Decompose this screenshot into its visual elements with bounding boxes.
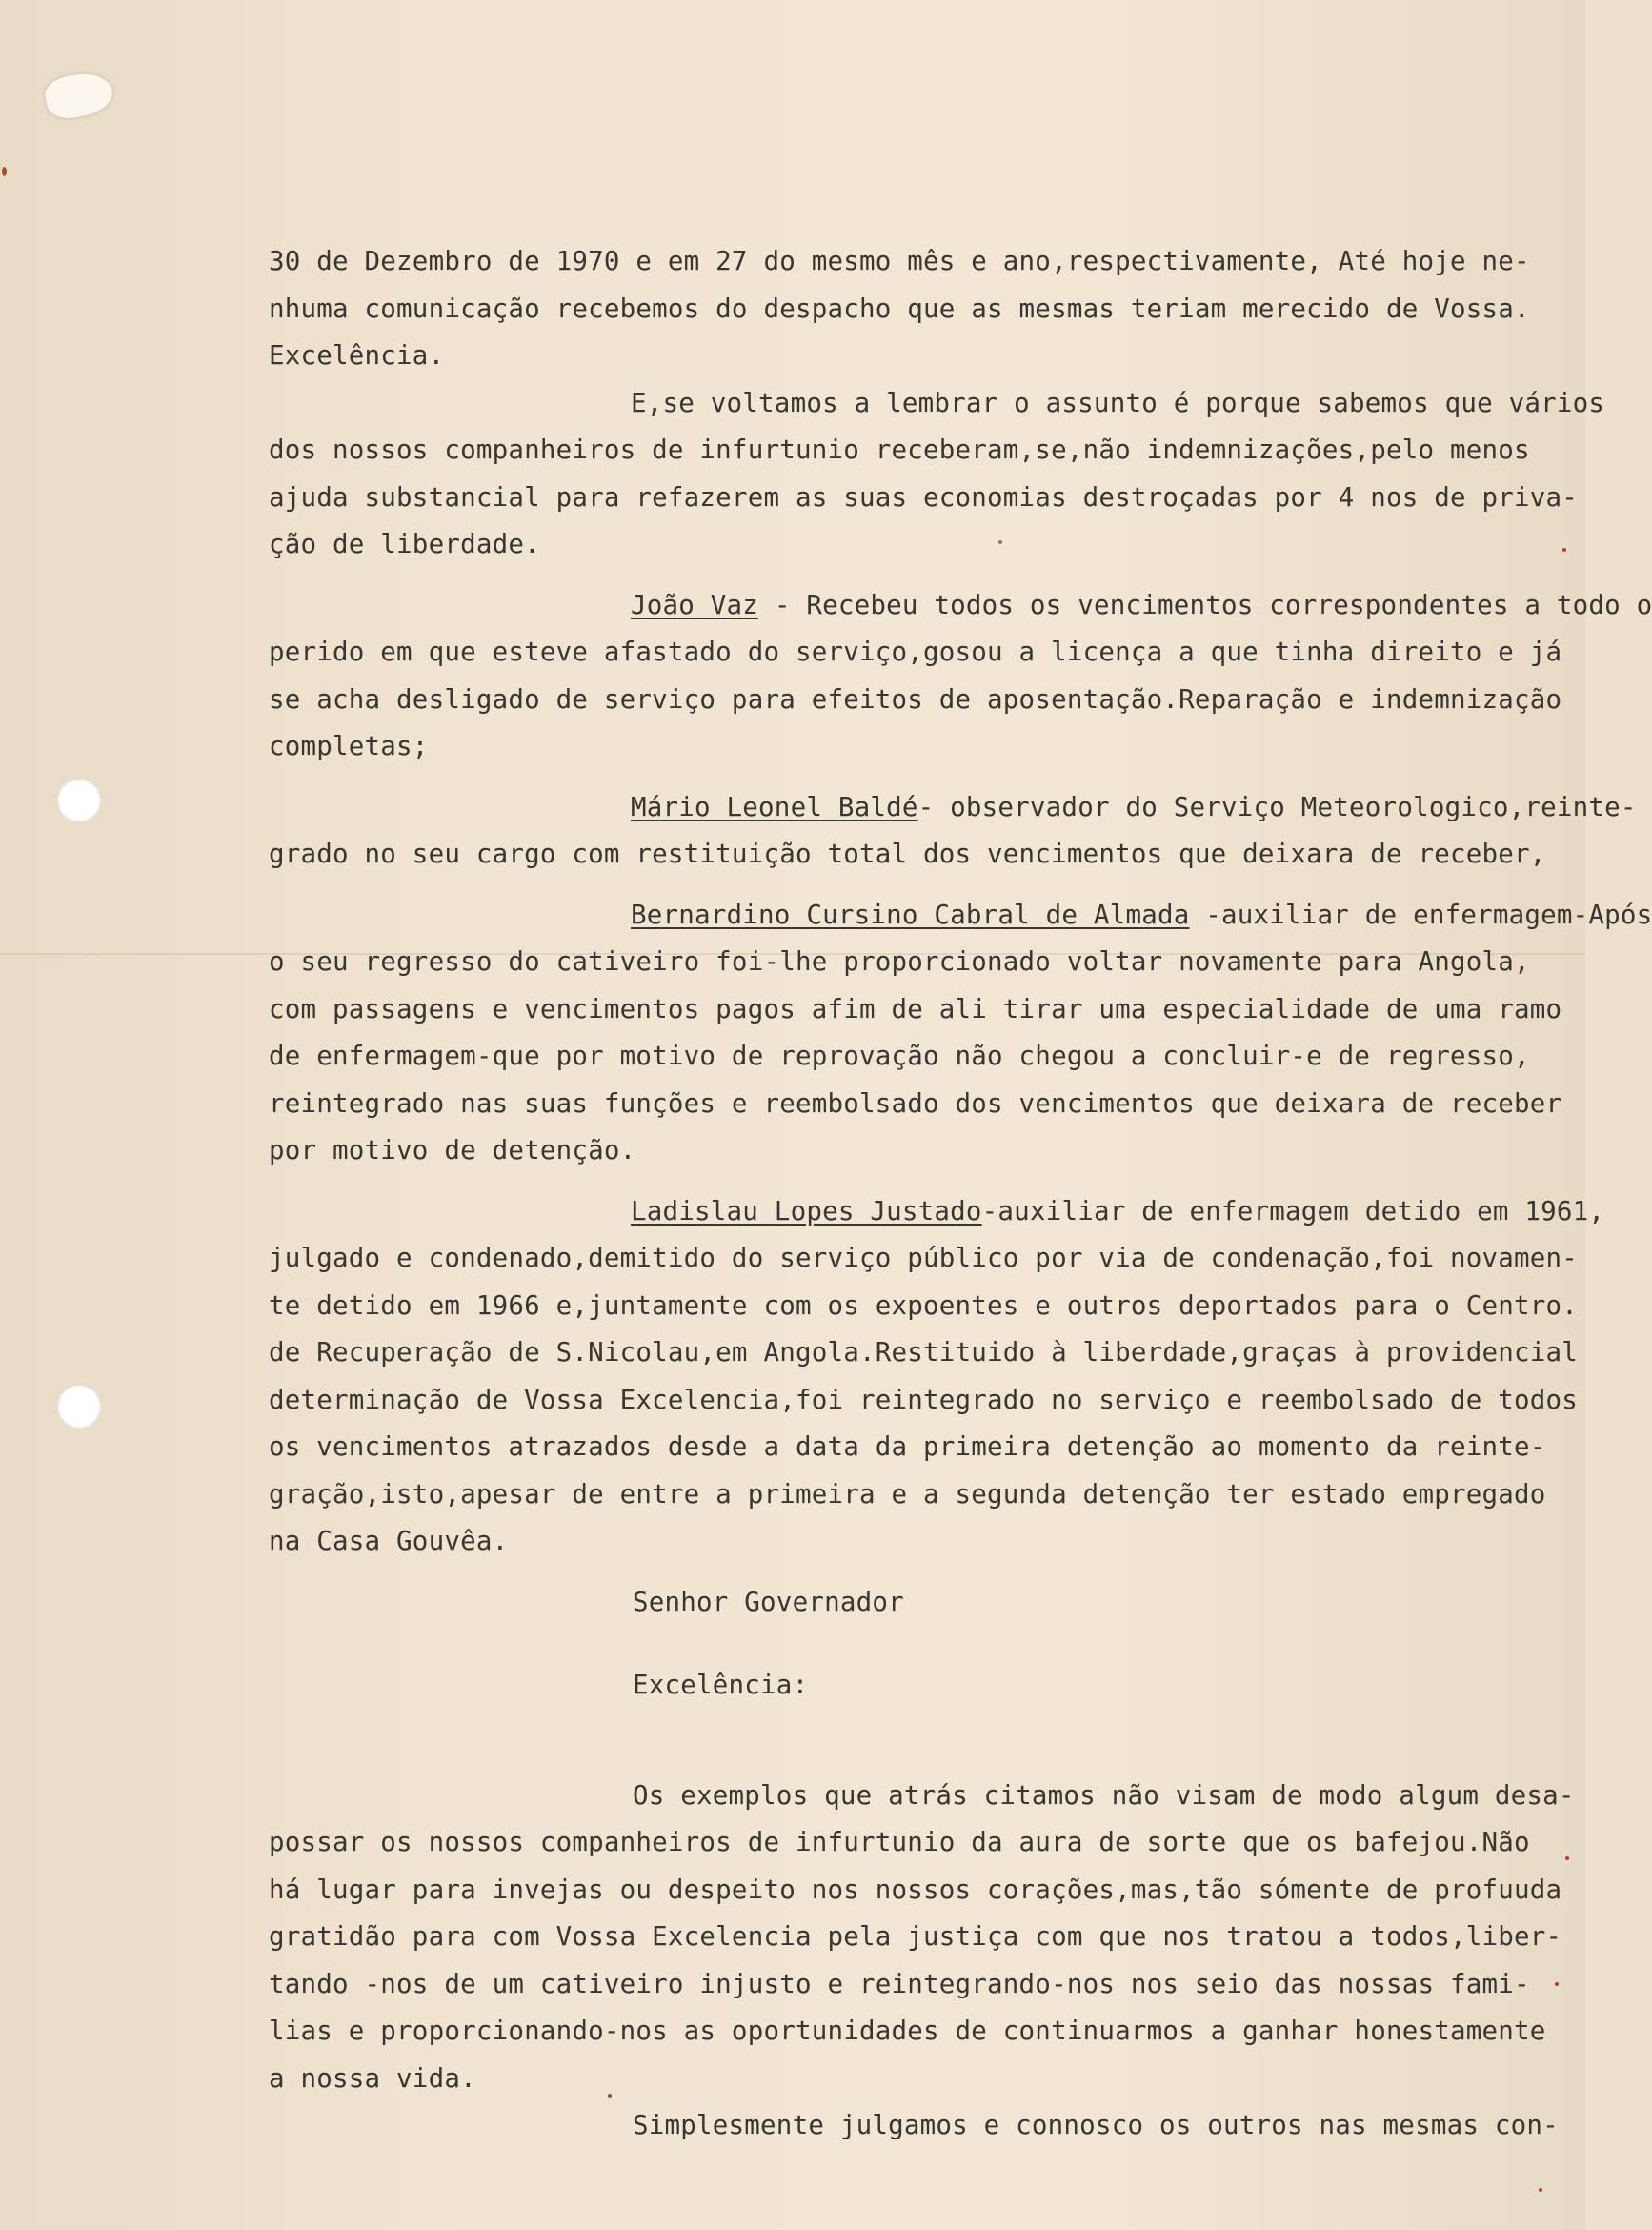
text-line: de Recuperação de S.Nicolau,em Angola.Restituido à liberdade,graças à providencial (269, 1337, 1579, 1368)
ink-mark (998, 540, 1002, 544)
text-run: -auxiliar de enfermagem-Após (1189, 899, 1652, 930)
spacer (269, 879, 1564, 892)
paragraph-joao-vaz (269, 582, 1652, 771)
spacer (269, 1566, 1564, 1579)
person-name: Bernardino Cursino Cabral de Almada (631, 899, 1190, 930)
text-line: o seu regresso do cativeiro foi-lhe proporcionado voltar novamente para Angola, (269, 946, 1530, 977)
ink-mark (1555, 1982, 1559, 1986)
text-line: há lugar para invejas ou despeito nos nossos corações,mas,tão sómente de profuuda (269, 1874, 1562, 1905)
text-run: - observador do Serviço Meteorologico,reinte- (917, 791, 1637, 822)
paragraph-simplesmente (269, 2102, 1564, 2150)
spacer (269, 569, 1564, 582)
text-line: se acha desligado de serviço para efeitos de aposentação.Reparação e indemnização (269, 683, 1562, 715)
ink-mark (1539, 2188, 1542, 2192)
text-line: por motivo de detenção. (269, 1135, 636, 1166)
paragraph-2 (269, 380, 1605, 569)
spacer (269, 1175, 1564, 1188)
salutation: Senhor Governador (633, 1586, 904, 1617)
spacer (269, 1710, 1564, 1773)
text-line (269, 892, 1652, 940)
text-line: nhuma comunicação recebemos do despacho que as mesmas teriam merecido de Vossa. (269, 293, 1530, 324)
ink-mark (2, 167, 7, 176)
paragraph-bernardino-almada (269, 892, 1652, 1175)
text-line: grado no seu cargo com restituição total dos vencimentos que deixara de receber, (269, 839, 1546, 869)
text-line (269, 582, 1652, 630)
text-line (269, 784, 1637, 832)
text-line: Simplesmente julgamos e connosco os outros nas mesmas con- (633, 2110, 1559, 2140)
paragraph-ladislau-justado (269, 1188, 1605, 1566)
text-line: gração,isto,apesar de entre a primeira e a segunda detenção ter estado empregado (269, 1478, 1546, 1510)
text-line: lias e proporcionando-nos as oportunidades de continuarmos a ganhar honestamente (269, 2016, 1546, 2046)
typed-text (269, 238, 1652, 2150)
person-name: Mário Leonel Baldé (631, 791, 918, 822)
punch-hole (57, 1385, 101, 1429)
text-line: perido em que esteve afastado do serviço,gosou a licença a que tinha direito e já (269, 637, 1562, 667)
text-line: julgado e condenado,demitido do serviço público por via de condenação,foi novamen- (269, 1243, 1579, 1273)
text-line: possar os nossos companheiros de infurtunio da aura de sorte que os bafejou.Não (269, 1827, 1530, 1857)
text-line: dos nossos companheiros de infurtunio receberam,se,não indemnizações,pelo menos (269, 435, 1530, 465)
paper-tear (42, 68, 116, 123)
text-line: os vencimentos atrazados desde a data da primeira detenção ao momento da reinte- (269, 1431, 1546, 1462)
paragraph-exemplos (269, 1773, 1575, 2103)
text-line: E,se voltamos a lembrar o assunto é porque sabemos que vários (631, 387, 1605, 418)
text-line: tando -nos de um cativeiro injusto e reintegrando-nos nos seio das nossas fami- (269, 1968, 1530, 1999)
text-line: reintegrado nas suas funções e reembolsado dos vencimentos que deixara de receber (269, 1087, 1562, 1119)
person-name: Ladislau Lopes Justado (631, 1195, 982, 1226)
text-line: te detido em 1966 e,juntamente com os expoentes e outros deportados para o Centro. (269, 1289, 1579, 1321)
text-line: na Casa Gouvêa. (269, 1526, 509, 1556)
ink-mark (1562, 548, 1566, 552)
paragraph-1 (269, 238, 1564, 380)
spacer (269, 1626, 1564, 1662)
ink-mark (1565, 1856, 1569, 1860)
spacer (269, 771, 1564, 784)
text-line: determinação de Vossa Excelencia,foi reintegrado no serviço e reembolsado de todos (269, 1384, 1579, 1415)
text-line: Excelência. (269, 340, 445, 371)
excelencia-heading: Excelência: (633, 1670, 809, 1700)
text-line: ção de liberdade. (269, 529, 540, 559)
text-line (269, 1188, 1605, 1236)
text-line: ajuda substancial para refazerem as suas economias destroçadas por 4 nos de priva- (269, 481, 1579, 513)
text-line: gratidão para com Vossa Excelencia pela justiça com que nos tratou a todos,liber- (269, 1921, 1562, 1952)
text-line: com passagens e vencimentos pagos afim de ali tirar uma especialidade de uma ramo (269, 993, 1562, 1024)
ink-mark (608, 2094, 612, 2098)
punch-hole (57, 779, 101, 822)
text-run: -auxiliar de enfermagem detido em 1961, (981, 1195, 1605, 1226)
text-line: 30 de Dezembro de 1970 e em 27 do mesmo mês e ano,respectivamente, Até hoje ne- (269, 246, 1530, 276)
text-line: a nossa vida. (269, 2062, 476, 2094)
paragraph-mario-balde (269, 784, 1637, 879)
text-run: - Recebeu todos os vencimentos correspondentes a todo o (758, 589, 1652, 620)
text-line: de enfermagem-que por motivo de reprovação não chegou a concluir-e de regresso, (269, 1041, 1530, 1071)
text-line: Os exemplos que atrás citamos não visam de modo algum desa- (633, 1779, 1575, 1811)
person-name: João Vaz (631, 589, 759, 620)
text-line: completas; (269, 731, 429, 761)
